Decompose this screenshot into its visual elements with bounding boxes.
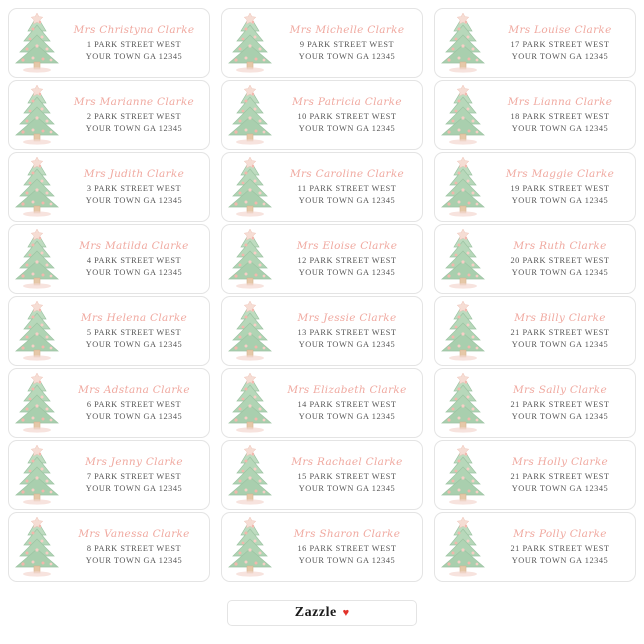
christmas-tree-icon — [222, 298, 278, 364]
address-label — [434, 224, 636, 294]
address-line-1: 3 PARK STREET WEST — [86, 184, 182, 194]
address-line-1: 1 PARK STREET WEST — [86, 40, 182, 50]
christmas-tree-icon — [222, 10, 278, 76]
recipient-name: Mrs Ruth Clarke — [513, 240, 607, 253]
christmas-tree-icon — [222, 154, 278, 220]
christmas-tree-icon — [435, 226, 491, 292]
address-line-2: YOUR TOWN GA 12345 — [298, 483, 396, 493]
address-line-2: YOUR TOWN GA 12345 — [298, 411, 396, 421]
address-line-2: YOUR TOWN GA 12345 — [511, 555, 609, 565]
recipient-name: Mrs Holly Clarke — [511, 456, 608, 469]
recipient-name: Mrs Judith Clarke — [83, 168, 185, 181]
recipient-name: Mrs Polly Clarke — [513, 528, 607, 541]
address-line-2: YOUR TOWN GA 12345 — [511, 267, 609, 277]
address-line-1: 5 PARK STREET WEST — [86, 328, 182, 338]
address-line-2: YOUR TOWN GA 12345 — [511, 51, 609, 61]
christmas-tree-icon — [9, 370, 65, 436]
recipient-name: Mrs Patricia Clarke — [292, 96, 402, 109]
address-line-2: YOUR TOWN GA 12345 — [511, 483, 609, 493]
address-label — [221, 368, 423, 438]
recipient-name: Mrs Sharon Clarke — [293, 528, 401, 541]
christmas-tree-icon — [435, 298, 491, 364]
christmas-tree-icon — [9, 10, 65, 76]
address-label — [221, 440, 423, 510]
address-line-1: 9 PARK STREET WEST — [299, 40, 395, 50]
address-line-1: 14 PARK STREET WEST — [297, 400, 397, 410]
address-block — [65, 240, 209, 278]
address-line-2: YOUR TOWN GA 12345 — [511, 195, 609, 205]
address-line-1: 21 PARK STREET WEST — [510, 328, 610, 338]
address-block — [278, 312, 422, 350]
recipient-name: Mrs Maggie Clarke — [505, 168, 615, 181]
address-label — [434, 368, 636, 438]
christmas-tree-icon — [9, 226, 65, 292]
label-grid — [8, 8, 636, 582]
recipient-name: Mrs Louise Clarke — [508, 24, 612, 37]
address-line-2: YOUR TOWN GA 12345 — [298, 195, 396, 205]
address-line-1: 12 PARK STREET WEST — [297, 256, 397, 266]
address-line-2: YOUR TOWN GA 12345 — [298, 339, 396, 349]
address-label — [8, 8, 210, 78]
address-line-2: YOUR TOWN GA 12345 — [298, 555, 396, 565]
address-label — [221, 512, 423, 582]
address-label — [8, 80, 210, 150]
recipient-name: Mrs Sally Clarke — [513, 384, 607, 397]
address-line-2: YOUR TOWN GA 12345 — [85, 267, 183, 277]
recipient-name: Mrs Helena Clarke — [80, 312, 188, 325]
recipient-name: Mrs Matilda Clarke — [79, 240, 189, 253]
address-block — [491, 96, 635, 134]
address-block — [491, 240, 635, 278]
address-line-1: 6 PARK STREET WEST — [86, 400, 182, 410]
address-block — [491, 312, 635, 350]
christmas-tree-icon — [9, 442, 65, 508]
heart-icon: ♥ — [342, 606, 350, 619]
recipient-name: Mrs Marianne Clarke — [73, 96, 195, 109]
recipient-name: Mrs Eloise Clarke — [296, 240, 398, 253]
address-block — [278, 528, 422, 566]
recipient-name: Mrs Caroline Clarke — [289, 168, 405, 181]
address-line-1: 4 PARK STREET WEST — [86, 256, 182, 266]
address-label — [434, 152, 636, 222]
address-label — [8, 512, 210, 582]
address-block — [491, 384, 635, 422]
address-line-1: 21 PARK STREET WEST — [510, 400, 610, 410]
address-label — [221, 224, 423, 294]
christmas-tree-icon — [222, 226, 278, 292]
address-line-2: YOUR TOWN GA 12345 — [298, 123, 396, 133]
address-block — [278, 456, 422, 494]
address-line-2: YOUR TOWN GA 12345 — [85, 483, 183, 493]
address-line-1: 2 PARK STREET WEST — [86, 112, 182, 122]
address-block — [278, 168, 422, 206]
address-line-2: YOUR TOWN GA 12345 — [511, 123, 609, 133]
address-label — [434, 8, 636, 78]
address-label — [8, 368, 210, 438]
address-line-1: 15 PARK STREET WEST — [297, 472, 397, 482]
address-label — [221, 8, 423, 78]
christmas-tree-icon — [435, 82, 491, 148]
christmas-tree-icon — [222, 442, 278, 508]
address-line-1: 11 PARK STREET WEST — [297, 184, 397, 194]
christmas-tree-icon — [435, 442, 491, 508]
address-line-1: 10 PARK STREET WEST — [297, 112, 397, 122]
address-line-2: YOUR TOWN GA 12345 — [511, 339, 609, 349]
recipient-name: Mrs Adstana Clarke — [78, 384, 190, 397]
address-label — [8, 224, 210, 294]
address-block — [65, 456, 209, 494]
recipient-name: Mrs Jessie Clarke — [297, 312, 397, 325]
address-line-1: 16 PARK STREET WEST — [297, 544, 397, 554]
address-label — [221, 152, 423, 222]
address-line-2: YOUR TOWN GA 12345 — [298, 267, 396, 277]
address-line-2: YOUR TOWN GA 12345 — [85, 555, 183, 565]
christmas-tree-icon — [9, 154, 65, 220]
address-block — [491, 168, 635, 206]
christmas-tree-icon — [9, 82, 65, 148]
recipient-name: Mrs Elizabeth Clarke — [287, 384, 407, 397]
recipient-name: Mrs Michelle Clarke — [289, 24, 405, 37]
address-block — [65, 528, 209, 566]
christmas-tree-icon — [222, 82, 278, 148]
christmas-tree-icon — [9, 298, 65, 364]
address-line-1: 21 PARK STREET WEST — [510, 544, 610, 554]
christmas-tree-icon — [435, 10, 491, 76]
address-line-2: YOUR TOWN GA 12345 — [511, 411, 609, 421]
address-line-2: YOUR TOWN GA 12345 — [85, 195, 183, 205]
christmas-tree-icon — [435, 154, 491, 220]
address-label — [434, 296, 636, 366]
address-line-1: 21 PARK STREET WEST — [510, 472, 610, 482]
christmas-tree-icon — [222, 370, 278, 436]
brand-name: Zazzle — [294, 605, 337, 620]
address-line-1: 19 PARK STREET WEST — [510, 184, 610, 194]
address-block — [491, 24, 635, 62]
address-label — [8, 296, 210, 366]
address-line-1: 20 PARK STREET WEST — [510, 256, 610, 266]
address-label — [8, 152, 210, 222]
address-line-1: 17 PARK STREET WEST — [510, 40, 610, 50]
address-line-2: YOUR TOWN GA 12345 — [85, 411, 183, 421]
address-line-2: YOUR TOWN GA 12345 — [298, 51, 396, 61]
address-block — [278, 384, 422, 422]
address-block — [491, 456, 635, 494]
address-block — [278, 24, 422, 62]
address-label — [221, 296, 423, 366]
christmas-tree-icon — [9, 514, 65, 580]
address-block — [65, 168, 209, 206]
address-label — [8, 440, 210, 510]
recipient-name: Mrs Christyna Clarke — [73, 24, 195, 37]
recipient-name: Mrs Lianna Clarke — [507, 96, 613, 109]
address-line-2: YOUR TOWN GA 12345 — [85, 339, 183, 349]
recipient-name: Mrs Rachael Clarke — [291, 456, 403, 469]
address-block — [278, 240, 422, 278]
address-label — [434, 512, 636, 582]
address-block — [491, 528, 635, 566]
christmas-tree-icon — [435, 514, 491, 580]
address-line-1: 13 PARK STREET WEST — [297, 328, 397, 338]
christmas-tree-icon — [435, 370, 491, 436]
address-line-1: 8 PARK STREET WEST — [86, 544, 182, 554]
address-block — [65, 384, 209, 422]
address-block — [65, 96, 209, 134]
christmas-tree-icon — [222, 514, 278, 580]
address-line-1: 7 PARK STREET WEST — [86, 472, 182, 482]
recipient-name: Mrs Vanessa Clarke — [78, 528, 190, 541]
address-block — [278, 96, 422, 134]
address-line-2: YOUR TOWN GA 12345 — [85, 123, 183, 133]
address-block — [65, 312, 209, 350]
address-label — [221, 80, 423, 150]
address-label — [434, 80, 636, 150]
recipient-name: Mrs Jenny Clarke — [85, 456, 183, 469]
address-line-2: YOUR TOWN GA 12345 — [85, 51, 183, 61]
address-block — [65, 24, 209, 62]
recipient-name: Mrs Billy Clarke — [514, 312, 606, 325]
address-line-1: 18 PARK STREET WEST — [510, 112, 610, 122]
brand-footer-label — [227, 600, 417, 626]
address-label — [434, 440, 636, 510]
